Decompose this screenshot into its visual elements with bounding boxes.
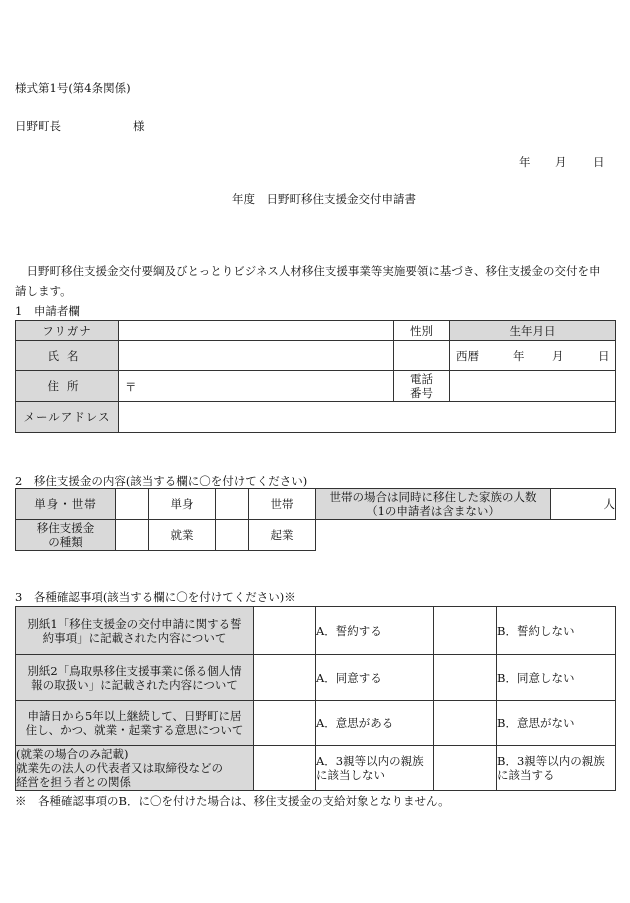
household-type-label: 単身・世帯 xyxy=(16,489,116,520)
empty-area xyxy=(316,520,616,551)
privacy-label-line: 報の取扱い」に記載された内容について xyxy=(31,677,238,692)
support-type-row xyxy=(16,520,616,551)
pledge-label-line: 約事項」に記載された内容について xyxy=(42,630,227,645)
household-option-label: 世帯 xyxy=(249,489,316,520)
applicant-row-address xyxy=(16,371,616,402)
intent-option-b xyxy=(497,701,616,746)
section3-heading: 3 各種確認事項(該当する欄に〇を付けてください)※ xyxy=(15,590,296,604)
single-check-cell[interactable] xyxy=(116,489,149,520)
confirmation-row-pledge xyxy=(16,607,616,655)
addressee-name: 日野町長 xyxy=(15,119,61,133)
intent-label-line: 申請日から5年以上継続して、日野町に居 xyxy=(27,709,242,723)
email-label: メールアドレス xyxy=(16,402,119,433)
confirmation-row-privacy xyxy=(16,655,616,701)
birthdate-fields xyxy=(450,342,615,370)
privacy-label xyxy=(16,655,254,701)
relationship-label-line: 経営を担う者との関係 xyxy=(16,775,131,789)
family-count-label xyxy=(316,489,551,520)
birthdate-day-label: 日 xyxy=(598,348,610,363)
birthdate-era: 西暦 xyxy=(456,348,479,363)
intro-paragraph xyxy=(15,261,600,301)
name-input[interactable] xyxy=(119,341,394,371)
privacy-label-line: 別紙2「鳥取県移住支援事業に係る個人情 xyxy=(27,663,242,678)
single-option-label: 単身 xyxy=(149,489,216,520)
phone-label xyxy=(394,371,450,402)
relationship-option-b xyxy=(497,746,616,791)
relationship-label-line: 就業先の法人の代表者又は取締役などの xyxy=(16,761,223,775)
furigana-input[interactable] xyxy=(119,321,394,341)
date-month-label: 月 xyxy=(555,155,567,169)
relationship-option-a-line: に該当しない xyxy=(316,768,385,782)
privacy-b-check-cell[interactable] xyxy=(434,655,497,701)
relationship-option-b-line: に該当する xyxy=(497,768,555,782)
intent-label xyxy=(16,701,254,746)
intent-label-line: 住し、かつ、就業・起業する意思について xyxy=(25,723,244,737)
email-input[interactable] xyxy=(119,402,616,433)
name-label: 氏名 xyxy=(16,341,119,371)
applicant-row-name xyxy=(16,341,616,371)
household-row xyxy=(16,489,616,520)
address-label: 住所 xyxy=(16,371,119,402)
startup-option-label: 起業 xyxy=(249,520,316,551)
intent-option-a xyxy=(316,701,434,746)
relationship-option-b-line: B．3親等以内の親族 xyxy=(497,754,605,768)
pledge-option-a xyxy=(316,607,434,655)
confirmation-row-intent xyxy=(16,701,616,746)
relationship-label xyxy=(16,746,254,791)
intent-option-b-line: B．意思がない xyxy=(497,716,575,730)
applicant-row-email xyxy=(16,402,616,433)
relationship-a-check-cell[interactable] xyxy=(254,746,316,791)
birthdate-input[interactable] xyxy=(450,341,616,371)
relationship-label-line: (就業の場合のみ記載) xyxy=(16,747,129,761)
birthdate-label: 生年月日 xyxy=(450,321,616,341)
birthdate-month-label: 月 xyxy=(552,348,564,363)
family-count-label-line: 世帯の場合は同時に移住した家族の人数 xyxy=(329,490,537,504)
person-unit: 人 xyxy=(603,497,615,511)
family-count-input[interactable] xyxy=(551,489,616,520)
confirmation-table xyxy=(15,606,616,791)
intro-line: 請します。 xyxy=(15,284,72,298)
gender-input[interactable] xyxy=(394,341,450,371)
birthdate-year-label: 年 xyxy=(513,348,525,363)
support-type-label-line: 移住支援金 xyxy=(36,521,95,535)
support-type-label-line: の種類 xyxy=(48,535,83,549)
startup-check-cell[interactable] xyxy=(216,520,249,551)
relationship-option-a xyxy=(316,746,434,791)
relationship-option-a-line: A．3親等以内の親族 xyxy=(316,754,424,768)
pledge-option-b-line: B．誓約しない xyxy=(497,623,575,638)
footnote: ※ 各種確認事項のB．に〇を付けた場合は、移住支援金の支給対象となりません。 xyxy=(15,794,450,808)
address-input[interactable] xyxy=(119,371,394,402)
household-check-cell[interactable] xyxy=(216,489,249,520)
pledge-label xyxy=(16,607,254,655)
section2-heading: 2 移住支援金の内容(該当する欄に〇を付けてください) xyxy=(15,474,308,488)
support-content-table xyxy=(15,488,616,551)
postal-mark: 〒 xyxy=(125,379,137,394)
addressee-honorific: 様 xyxy=(133,119,145,133)
pledge-b-check-cell[interactable] xyxy=(434,607,497,655)
phone-label-line: 電話 xyxy=(410,372,433,386)
relationship-b-check-cell[interactable] xyxy=(434,746,497,791)
section1-heading: 1 申請者欄 xyxy=(15,304,80,318)
date-year-label: 年 xyxy=(519,155,531,169)
applicant-row-furigana xyxy=(16,321,616,341)
intent-option-a-line: A．意思がある xyxy=(316,716,394,730)
pledge-option-a-line: A．誓約する xyxy=(316,623,382,638)
family-count-label-line: （1の申請者は含まない） xyxy=(366,504,500,518)
applicant-table xyxy=(15,320,616,433)
phone-input[interactable] xyxy=(450,371,616,402)
pledge-option-b xyxy=(497,607,616,655)
employment-option-label: 就業 xyxy=(149,520,216,551)
phone-label-line: 番号 xyxy=(410,386,433,400)
furigana-label: フリガナ xyxy=(16,321,119,341)
intent-a-check-cell[interactable] xyxy=(254,701,316,746)
form-number: 様式第1号(第4条関係) xyxy=(15,81,131,95)
privacy-option-a xyxy=(316,655,434,701)
gender-label: 性別 xyxy=(394,321,450,341)
privacy-option-b xyxy=(497,655,616,701)
confirmation-row-relationship xyxy=(16,746,616,791)
pledge-a-check-cell[interactable] xyxy=(254,607,316,655)
intent-b-check-cell[interactable] xyxy=(434,701,497,746)
support-type-label xyxy=(16,520,116,551)
privacy-option-b-line: B．同意しない xyxy=(497,670,575,685)
privacy-option-a-line: A．同意する xyxy=(316,670,382,685)
privacy-a-check-cell[interactable] xyxy=(254,655,316,701)
document-title: 年度 日野町移住支援金交付申請書 xyxy=(232,192,416,206)
pledge-label-line: 別紙1「移住支援金の交付申請に関する誓 xyxy=(27,616,242,631)
intro-line: 日野町移住支援金交付要綱及びとっとりビジネス人材移住支援事業等実施要領に基づき、移住支援金の交付を申 xyxy=(15,264,601,278)
employment-check-cell[interactable] xyxy=(116,520,149,551)
date-day-label: 日 xyxy=(593,155,605,169)
